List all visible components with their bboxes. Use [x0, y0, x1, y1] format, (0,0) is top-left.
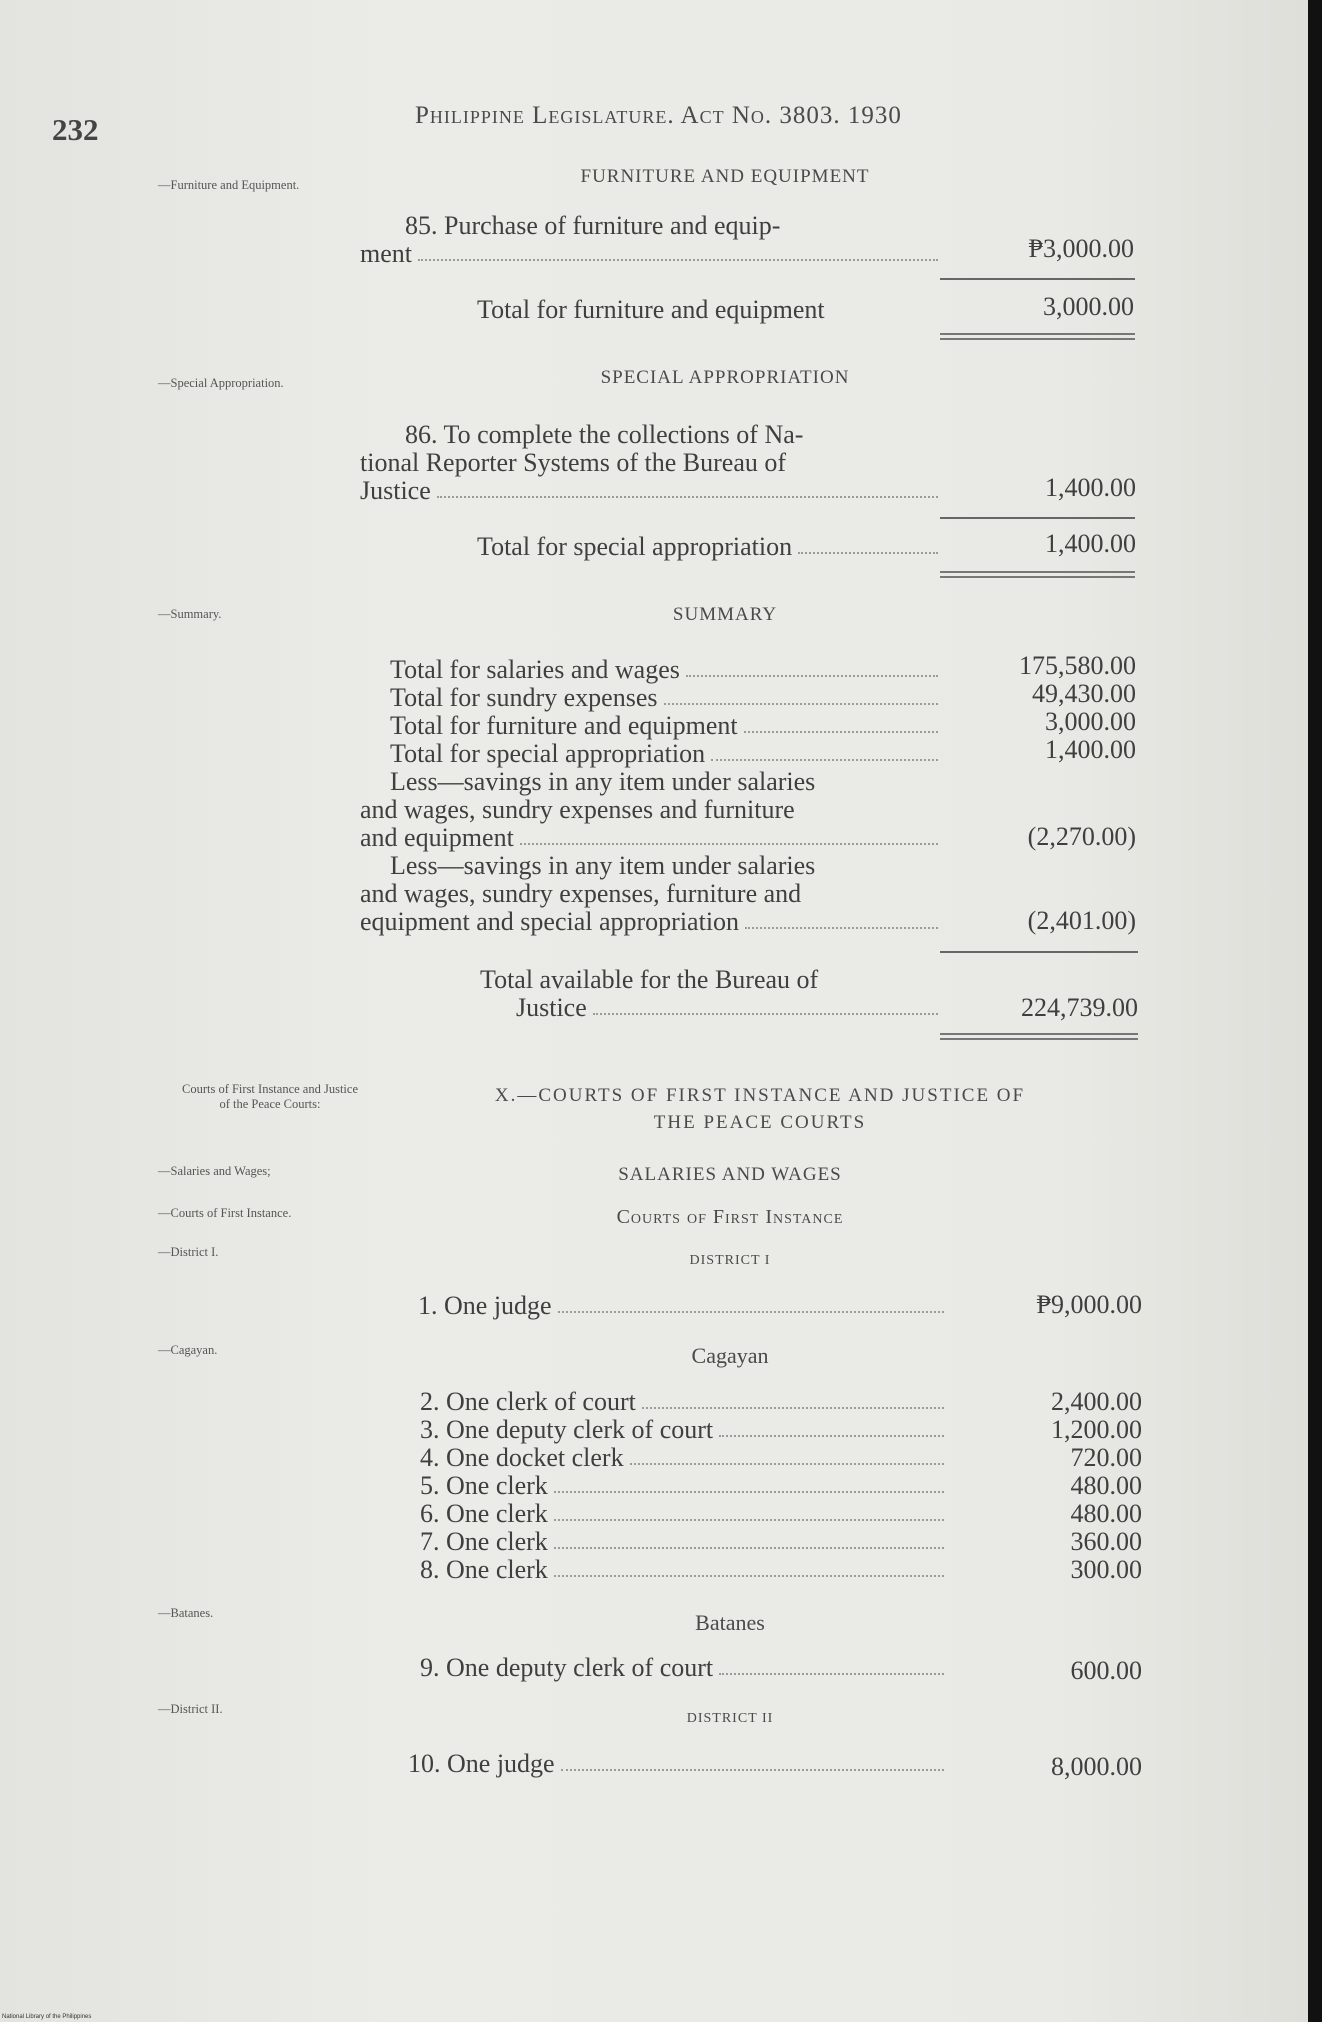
double-rule	[940, 333, 1135, 340]
grand-total-line2: Justice	[516, 994, 940, 1022]
court-item-judge-10: 10. One judge	[408, 1750, 946, 1778]
less2-line2: and wages, sundry expenses, furniture and	[360, 879, 802, 908]
salaries-heading: SALARIES AND WAGES	[618, 1164, 842, 1185]
list-item: 3. One deputy clerk of court	[420, 1416, 946, 1444]
cfi-heading: Courts of First Instance	[616, 1206, 844, 1228]
less1-line3: and equipment	[360, 824, 940, 852]
special-line2: tional Reporter Systems of the Bureau of	[360, 448, 787, 477]
court-item-deputy-clerk: 9. One deputy clerk of court	[420, 1654, 946, 1682]
scan-edge	[1308, 0, 1322, 2022]
margin-note-special: —Special Appropriation.	[158, 376, 284, 390]
special-total-label: Total for special appropriation	[477, 533, 940, 561]
list-item-amount: 2,400.00	[1051, 1387, 1142, 1416]
special-heading: SPECIAL APPROPRIATION	[600, 367, 850, 388]
list-item-amount: 360.00	[1070, 1527, 1142, 1556]
court-item-judge-1: 1. One judge	[418, 1292, 946, 1320]
list-item: 7. One clerk	[420, 1528, 946, 1556]
summary-amount: 49,430.00	[1032, 679, 1136, 708]
margin-note-district2: —District II.	[158, 1702, 223, 1716]
margin-note-district1: —District I.	[158, 1245, 219, 1259]
list-item: 2. One clerk of court	[420, 1388, 946, 1416]
courts-heading-line1: X.—COURTS OF FIRST INSTANCE AND JUSTICE OF	[494, 1085, 1026, 1106]
less2-line3: equipment and special appropriation	[360, 908, 940, 936]
furniture-total-amount: 3,000.00	[1043, 292, 1134, 321]
less1-amount: (2,270.00)	[1027, 822, 1136, 851]
summary-amounts	[1019, 652, 1136, 764]
cagayan-heading: Cagayan	[691, 1343, 769, 1368]
summary-item: Total for special appropriation	[390, 740, 940, 768]
less1-line2: and wages, sundry expenses and furniture	[360, 795, 795, 824]
running-head: Philippine Legislature. Act No. 3803. 1930	[415, 102, 902, 129]
list-item-amount: 1,200.00	[1051, 1415, 1142, 1444]
less2-line1: Less—savings in any item under salaries	[390, 851, 816, 880]
rule	[940, 951, 1138, 953]
court-item-amount: 8,000.00	[1051, 1752, 1142, 1781]
list-item: 4. One docket clerk	[420, 1444, 946, 1472]
summary-amount: 3,000.00	[1045, 707, 1136, 736]
furniture-item-line1: 85. Purchase of furniture and equip-	[405, 211, 781, 240]
page-number: 232	[52, 112, 99, 147]
list-item-amount: 480.00	[1070, 1499, 1142, 1528]
summary-list	[390, 656, 940, 768]
special-amount: 1,400.00	[1045, 473, 1136, 502]
scan-footer: National Library of the Philippines	[2, 2014, 92, 2020]
margin-note-cagayan: —Cagayan.	[158, 1343, 218, 1357]
courts-heading-line2: THE PEACE COURTS	[653, 1112, 867, 1133]
list-item-amount: 300.00	[1070, 1555, 1142, 1584]
court-item-amount: 600.00	[1070, 1656, 1142, 1685]
furniture-heading: FURNITURE AND EQUIPMENT	[580, 166, 870, 187]
list-item-amount: 720.00	[1070, 1443, 1142, 1472]
cagayan-amounts	[1051, 1388, 1142, 1584]
grand-total-line1: Total available for the Bureau of	[480, 965, 819, 994]
summary-amount: 1,400.00	[1045, 735, 1136, 764]
margin-note-cfi: —Courts of First Instance.	[158, 1206, 292, 1220]
list-item: 5. One clerk	[420, 1472, 946, 1500]
summary-item: Total for sundry expenses	[390, 684, 940, 712]
district1-heading: DISTRICT I	[689, 1253, 771, 1268]
list-item-amount: 480.00	[1070, 1471, 1142, 1500]
cagayan-list	[420, 1388, 946, 1584]
margin-note-batanes: —Batanes.	[158, 1606, 214, 1620]
special-total-amount: 1,400.00	[1045, 529, 1136, 558]
less1-line1: Less—savings in any item under salaries	[390, 767, 816, 796]
rule	[940, 517, 1135, 519]
list-item: 6. One clerk	[420, 1500, 946, 1528]
margin-note-salaries: —Salaries and Wages;	[158, 1164, 271, 1178]
furniture-item-amount: ₱3,000.00	[1028, 234, 1134, 263]
furniture-item-line2: ment	[360, 240, 940, 268]
double-rule	[940, 571, 1135, 578]
double-rule	[940, 1033, 1138, 1040]
margin-note-furniture: —Furniture and Equipment.	[158, 178, 300, 192]
special-line3: Justice	[360, 477, 940, 505]
furniture-total-label: Total for furniture and equipment	[477, 295, 825, 324]
district2-heading: DISTRICT II	[686, 1711, 774, 1726]
batanes-heading: Batanes	[695, 1610, 765, 1635]
margin-note-courts: Courts of First Instance and Justice of the Peace Courts:	[181, 1082, 358, 1111]
margin-note-summary: —Summary.	[158, 607, 222, 621]
summary-item: Total for salaries and wages	[390, 656, 940, 684]
summary-amount: 175,580.00	[1019, 651, 1136, 680]
less2-amount: (2,401.00)	[1027, 906, 1136, 935]
rule	[940, 278, 1135, 280]
summary-item: Total for furniture and equipment	[390, 712, 940, 740]
court-item-amount: ₱9,000.00	[1036, 1290, 1142, 1319]
summary-heading: SUMMARY	[672, 604, 778, 625]
special-line1: 86. To complete the collections of Na-	[405, 420, 804, 449]
grand-total-amount: 224,739.00	[1021, 993, 1138, 1022]
list-item: 8. One clerk	[420, 1556, 946, 1584]
